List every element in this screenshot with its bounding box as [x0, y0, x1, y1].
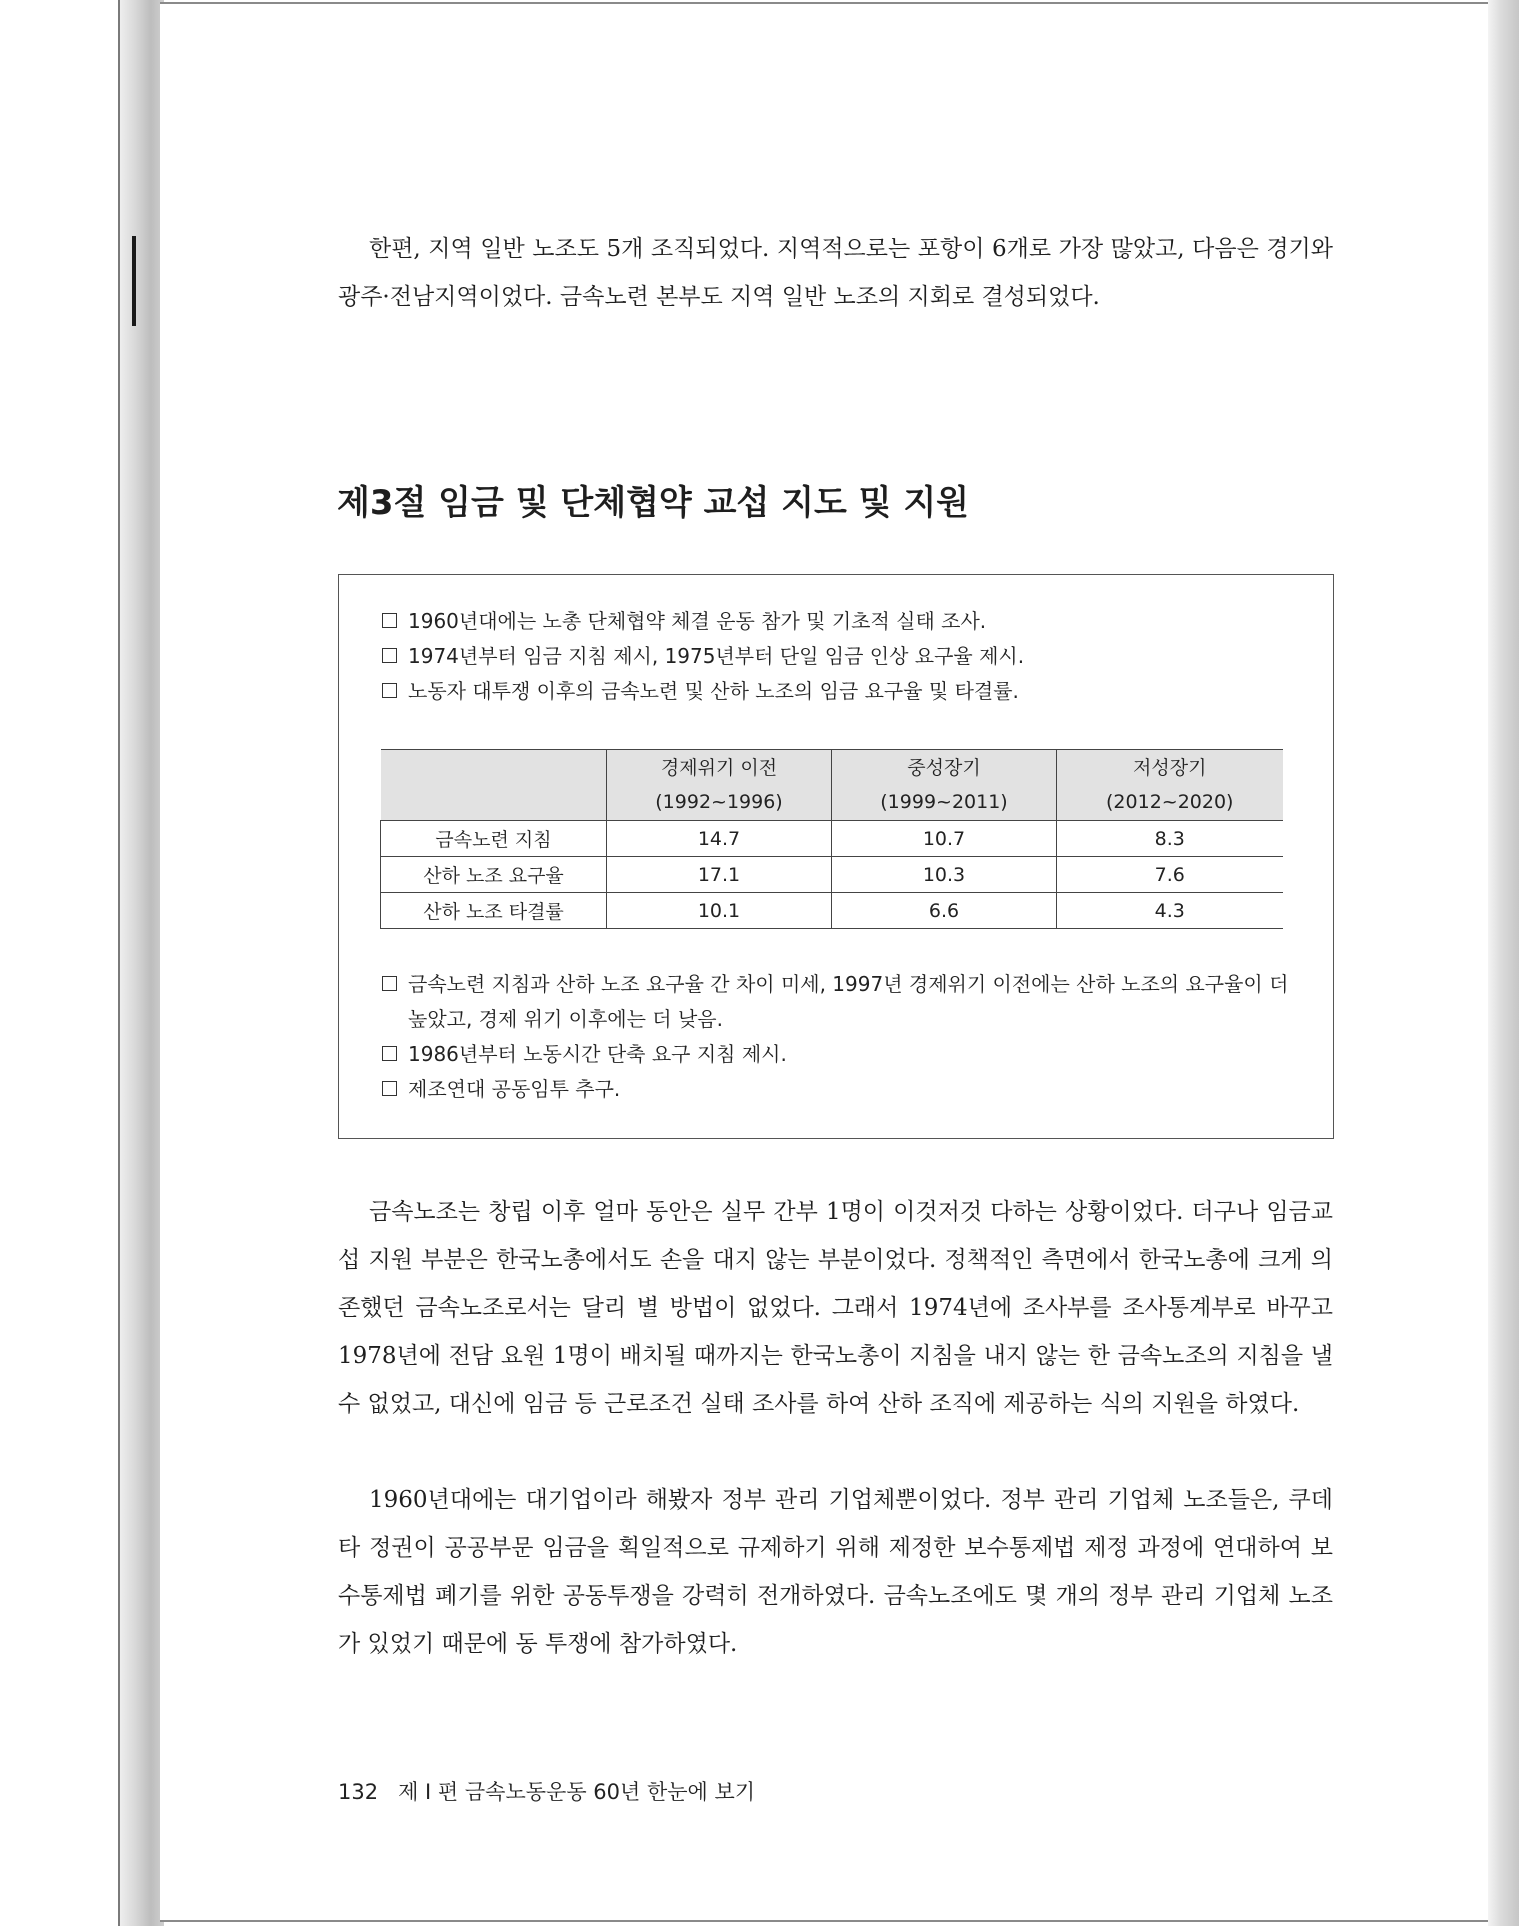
- table-header-cell: [381, 750, 607, 821]
- table-row: [381, 821, 1283, 857]
- table-header-cell: [1057, 750, 1283, 821]
- body-paragraph: 금속노조는 창립 이후 얼마 동안은 실무 간부 1명이 이것저것 다하는 상황이었다. 더구나 임금교섭 지원 부분은 한국노총에서도 손을 대지 않는 부분이었다. 정책적인 측면에서 한국노총에 크게 의존했던 금속노조로서는 달리 별 방법이 없었다. 그래서 1974년에 조사부를 조사통계부로 바꾸고 1978년에 전담 요원 1명이 배치될 때까지는 한국노총이 지침을 내지 않는 한 금속노조의 지침을 낼 수 없었고, 대신에 임금 등 근로조건 실태 조사를 하여 산하 조직에 제공하는 식의 지원을 하였다.: [338, 1199, 1333, 1417]
- summary-bullet-text: 1986년부터 노동시간 단축 요구 지침 제시.: [408, 1042, 787, 1066]
- checkbox-icon: [382, 683, 397, 698]
- table-row: [381, 893, 1283, 929]
- checkbox-icon: [382, 1046, 397, 1061]
- summary-bullet-text: 노동자 대투쟁 이후의 금속노련 및 산하 노조의 임금 요구율 및 타결률.: [408, 679, 1019, 703]
- table-cell: 14.7: [607, 821, 832, 857]
- table-cell: 10.7: [832, 821, 1057, 857]
- summary-bullet: [382, 604, 1312, 639]
- section-heading: 제3절 임금 및 단체협약 교섭 지도 및 지원: [337, 483, 970, 523]
- book-spine: [118, 0, 164, 1926]
- wage-rate-table: [380, 749, 1283, 929]
- page-footer: [338, 1777, 755, 1807]
- page-edge-shadow: [1488, 0, 1519, 1926]
- period-years: (1992~1996): [655, 791, 783, 813]
- intro-paragraph: 한편, 지역 일반 노조도 5개 조직되었다. 지역적으로는 포항이 6개로 가장 많았고, 다음은 경기와 광주·전남지역이었다. 금속노련 본부도 지역 일반 노조의 지회로 결성되었다.: [338, 236, 1333, 310]
- row-label: 산하 노조 요구율: [381, 857, 607, 893]
- checkbox-icon: [382, 613, 397, 628]
- summary-bullet: [382, 1072, 1312, 1107]
- table-header-row: [381, 750, 1283, 821]
- summary-bullet: [382, 674, 1312, 709]
- checkbox-icon: [382, 976, 397, 991]
- period-name: 저성장기: [1133, 757, 1207, 779]
- row-label: 금속노련 지침: [381, 821, 607, 857]
- table-cell: 6.6: [832, 893, 1057, 929]
- summary-bullets-bottom: [382, 967, 1312, 1107]
- period-years: (1999~2011): [880, 791, 1008, 813]
- summary-bullet-text: 1960년대에는 노총 단체협약 체결 운동 참가 및 기초적 실태 조사.: [408, 609, 987, 633]
- period-name: 중성장기: [907, 757, 981, 779]
- page-number: 132: [338, 1780, 379, 1804]
- table-header-cell: [607, 750, 832, 821]
- row-label: 산하 노조 타결률: [381, 893, 607, 929]
- period-years: (2012~2020): [1106, 791, 1234, 813]
- table-cell: 10.1: [607, 893, 832, 929]
- summary-bullet: [382, 639, 1312, 674]
- table-cell: 7.6: [1057, 857, 1283, 893]
- summary-bullets-top: [382, 604, 1312, 709]
- table-cell: 17.1: [607, 857, 832, 893]
- body-paragraph: 1960년대에는 대기업이라 해봤자 정부 관리 기업체뿐이었다. 정부 관리 기업체 노조들은, 쿠데타 정권이 공공부문 임금을 획일적으로 규제하기 위해 제정한 보수통제법 제정 과정에 연대하여 보수통제법 폐기를 위한 공동투쟁을 강력히 전개하였다. 금속노조에도 몇 개의 정부 관리 기업체 노조가 있었기 때문에 동 투쟁에 참가하였다.: [338, 1487, 1333, 1657]
- summary-bullet: [382, 1037, 1312, 1072]
- summary-bullet-text: 제조연대 공동임투 추구.: [408, 1077, 621, 1101]
- table-row: [381, 857, 1283, 893]
- summary-bullet-text: 금속노련 지침과 산하 노조 요구율 간 차이 미세, 1997년 경제위기 이전에는 산하 노조의 요구율이 더 높았고, 경제 위기 이후에는 더 낮음.: [408, 972, 1289, 1031]
- period-name: 경제위기 이전: [660, 757, 778, 779]
- running-title: 제 I 편 금속노동운동 60년 한눈에 보기: [398, 1780, 756, 1804]
- table-cell: 10.3: [832, 857, 1057, 893]
- checkbox-icon: [382, 648, 397, 663]
- checkbox-icon: [382, 1081, 397, 1096]
- table-cell: 4.3: [1057, 893, 1283, 929]
- spine-mark: [132, 236, 136, 326]
- table-header-cell: [832, 750, 1057, 821]
- table-cell: 8.3: [1057, 821, 1283, 857]
- summary-bullet: [382, 967, 1312, 1037]
- summary-bullet-text: 1974년부터 임금 지침 제시, 1975년부터 단일 임금 인상 요구율 제시.: [408, 644, 1025, 668]
